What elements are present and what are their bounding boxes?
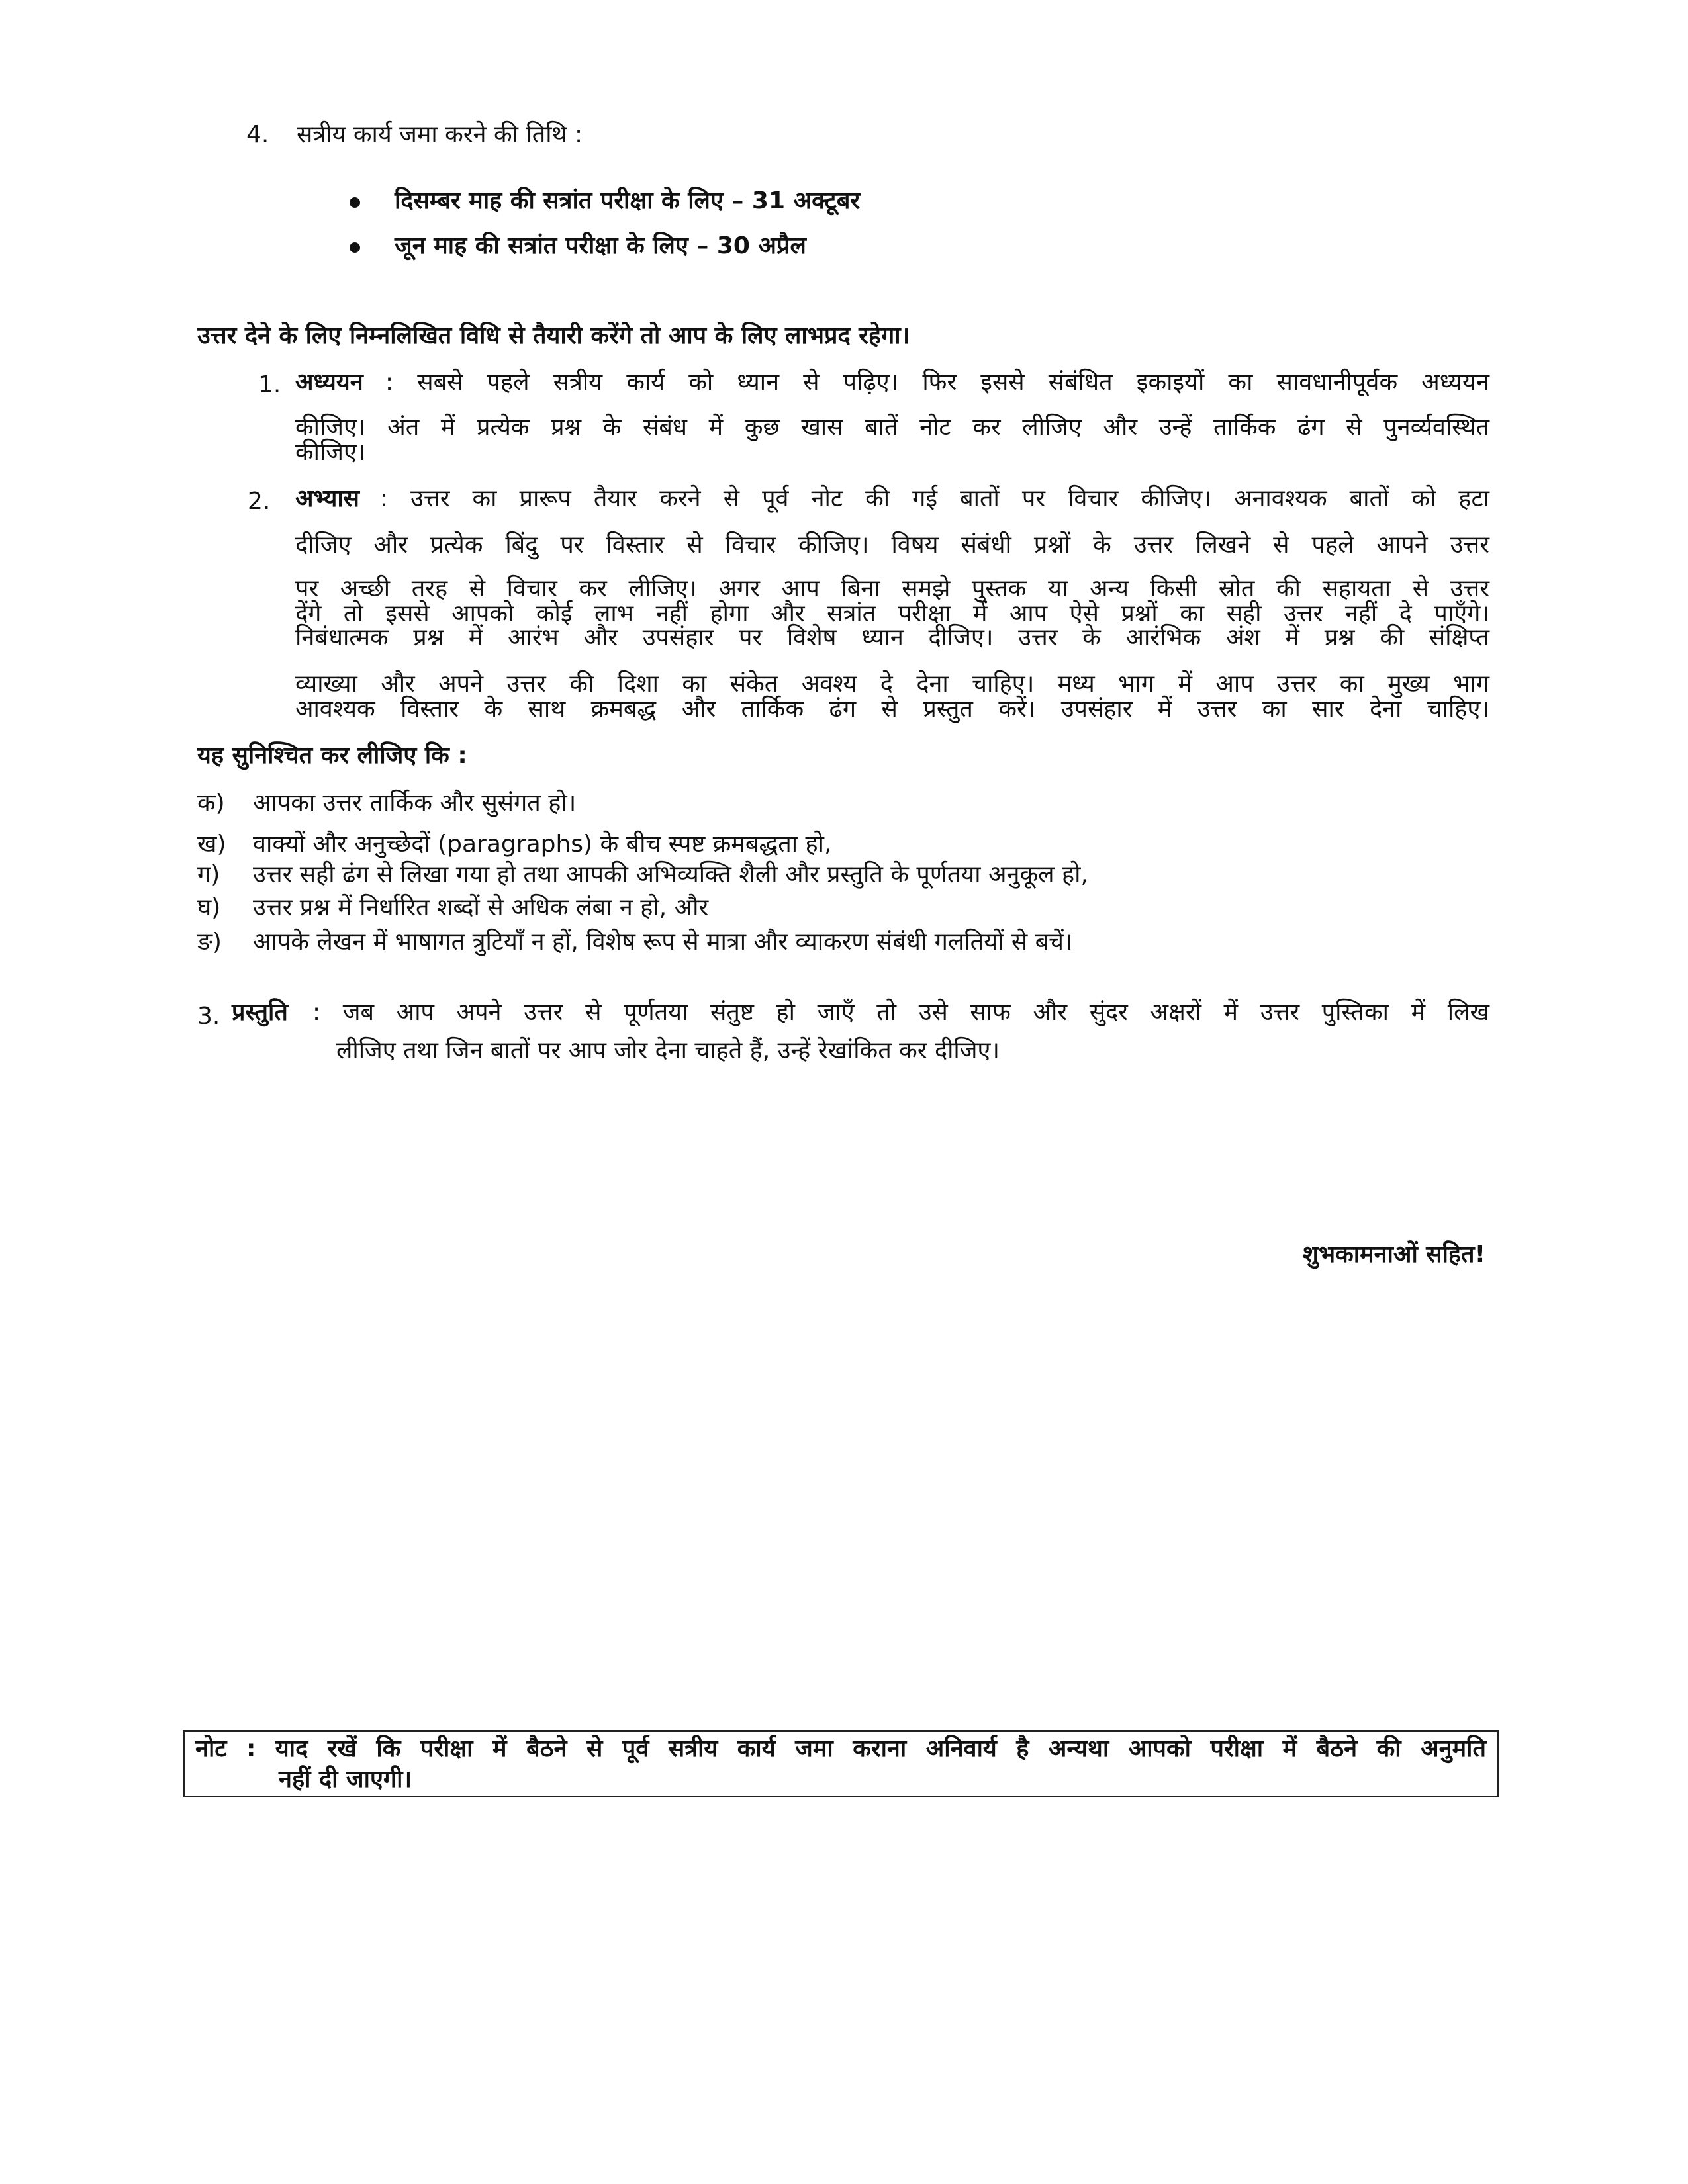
bullet-dot — [350, 197, 360, 208]
note-line: नोट : याद रखें कि परीक्षा में बैठने से पूर्व सत्रीय कार्य जमा कराना अनिवार्य है अन्यथा आपको परीक्षा में बैठने की अनुमति — [195, 1735, 1486, 1762]
practice-line: पर अच्छी तरह से विचार कर लीजिए। अगर आप बिना समझे पुस्तक या अन्य किसी स्रोत की सहायता से उत्तर — [295, 575, 1489, 602]
practice-line: दीजिए और प्रत्येक बिंदु पर विस्तार से विचार कीजिए। विषय संबंधी प्रश्नों के उत्तर लिखने से पहले आपने उत्तर — [295, 531, 1489, 559]
ensure-item-text: वाक्यों और अनुच्छेदों (paragraphs) के बीच स्पष्ट क्रमबद्धता हो, — [253, 831, 832, 858]
ensure-marker: ग) — [197, 861, 220, 888]
ensure-marker: ख) — [197, 831, 226, 858]
bullet-december: दिसम्बर माह की सत्रांत परीक्षा के लिए – 31 अक्टूबर — [395, 187, 861, 214]
ensure-item-text: आपके लेखन में भाषागत त्रुटियाँ न हों, विशेष रूप से मात्रा और व्याकरण संबंधी गलतियों से बचें। — [253, 929, 1073, 956]
presentation-line: : जब आप अपने उत्तर से पूर्णतया संतुष्ट हो जाएँ तो उसे साफ और सुंदर अक्षरों में उत्तर पुस्तिका में लिख — [312, 999, 1489, 1026]
study-line: कीजिए। अंत में प्रत्येक प्रश्न के संबंध में कुछ खास बातें नोट कर लीजिए और उन्हें तार्किक ढंग से पुनर्व्यवस्थित — [295, 414, 1489, 441]
closing-wishes: शुभकामनाओं सहित! — [1302, 1241, 1485, 1268]
ensure-marker: क) — [197, 790, 225, 817]
ensure-item-text: आपका उत्तर तार्किक और सुसंगत हो। — [253, 790, 577, 817]
study-line: : सबसे पहले सत्रीय कार्य को ध्यान से पढ़िए। फिर इससे संबंधित इकाइयों का सावधानीपूर्वक अध्ययन — [385, 369, 1489, 396]
note-box — [183, 1730, 1499, 1797]
note-line: नहीं दी जाएगी। — [279, 1766, 412, 1793]
ensure-heading: यह सुनिश्चित कर लीजिए कि : — [197, 742, 467, 769]
item4-number: 4. — [246, 121, 269, 148]
presentation-label: प्रस्तुति — [232, 999, 288, 1026]
method-heading: उत्तर देने के लिए निम्नलिखित विधि से तैयारी करेंगे तो आप के लिए लाभप्रद रहेगा। — [197, 322, 910, 349]
item4-text: सत्रीय कार्य जमा करने की तिथि : — [297, 121, 583, 148]
ensure-marker: ङ) — [197, 929, 222, 956]
study-line: कीजिए। — [295, 439, 366, 466]
study-number: 1. — [258, 371, 281, 398]
practice-line: व्याख्या और अपने उत्तर की दिशा का संकेत अवश्य दे देना चाहिए। मध्य भाग में आप उत्तर का मुख्य भाग — [295, 670, 1489, 698]
practice-number: 2. — [248, 488, 271, 515]
presentation-line: लीजिए तथा जिन बातों पर आप जोर देना चाहते हैं, उन्हें रेखांकित कर दीजिए। — [336, 1037, 1000, 1064]
bullet-june: जून माह की सत्रांत परीक्षा के लिए – 30 अप्रैल — [395, 232, 806, 259]
ensure-item-text: उत्तर प्रश्न में निर्धारित शब्दों से अधिक लंबा न हो, और — [253, 894, 709, 921]
ensure-marker: घ) — [197, 894, 221, 921]
presentation-number: 3. — [197, 1003, 220, 1030]
ensure-item-text: उत्तर सही ढंग से लिखा गया हो तथा आपकी अभिव्यक्ति शैली और प्रस्तुति के पूर्णतया अनुकूल हो, — [253, 861, 1088, 888]
bullet-dot — [350, 242, 360, 253]
study-label: अध्ययन — [295, 369, 363, 396]
practice-line: : उत्तर का प्रारूप तैयार करने से पूर्व नोट की गई बातों पर विचार कीजिए। अनावश्यक बातों को हटा — [380, 485, 1489, 512]
practice-line: देंगे तो इससे आपको कोई लाभ नहीं होगा और सत्रांत परीक्षा में आप ऐसे प्रश्नों का सही उत्तर नहीं दे पाएँगे। — [295, 600, 1489, 627]
practice-line: निबंधात्मक प्रश्न में आरंभ और उपसंहार पर विशेष ध्यान दीजिए। उत्तर के आरंभिक अंश में प्रश्न की संक्षिप्त — [295, 624, 1489, 651]
practice-line: आवश्यक विस्तार के साथ क्रमबद्ध और तार्किक ढंग से प्रस्तुत करें। उपसंहार में उत्तर का सार देना चाहिए। — [295, 696, 1489, 723]
practice-label: अभ्यास — [295, 485, 360, 512]
